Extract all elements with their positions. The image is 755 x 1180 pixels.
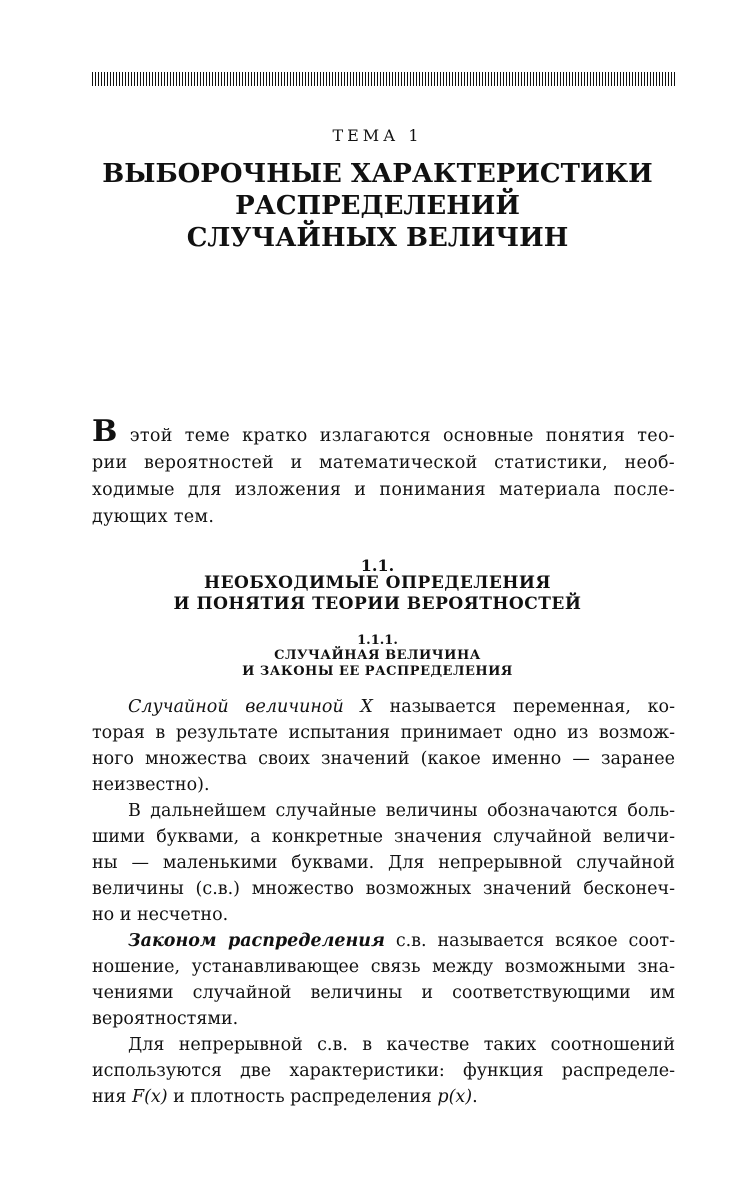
chapter-title-line: ВЫБОРОЧНЫЕ ХАРАКТЕРИСТИКИ xyxy=(102,159,653,189)
intro-paragraph xyxy=(92,414,675,531)
body-line: В дальнейшем случайные величины обозначаются боль- xyxy=(128,801,675,821)
section-title xyxy=(0,573,755,615)
body-line: но и несчетно. xyxy=(92,905,229,925)
chapter-title-line: РАСПРЕДЕЛЕНИЙ xyxy=(235,191,520,221)
section-title-line: НЕОБХОДИМЫЕ ОПРЕДЕЛЕНИЯ xyxy=(204,573,551,593)
subsection-number: 1.1.1. xyxy=(357,633,398,648)
body-line: вероятностями. xyxy=(92,1009,239,1029)
body-line xyxy=(92,1084,675,1110)
term-distribution-law: Законом распределения xyxy=(128,931,385,951)
body-text xyxy=(92,694,675,1110)
section-number: 1.1. xyxy=(360,556,395,575)
chapter-title xyxy=(0,158,755,254)
body-text-run: и плотность распределения xyxy=(167,1087,438,1107)
subsection-title xyxy=(0,648,755,680)
section-title-line: И ПОНЯТИЯ ТЕОРИИ ВЕРОЯТНОСТЕЙ xyxy=(173,594,582,614)
intro-line: ходимые для изложения и понимания материала после- xyxy=(92,480,675,500)
subsection-title-line: И ЗАКОНЫ ЕЕ РАСПРЕДЕЛЕНИЯ xyxy=(242,664,513,679)
term-random-variable: Случайной величиной X xyxy=(128,697,373,717)
body-line: Для непрерывной с.в. в качестве таких соотношений xyxy=(128,1035,675,1055)
body-line: ного множества своих значений (какое именно — заранее xyxy=(92,749,675,769)
body-line: торая в результате испытания принимает одно из возмож- xyxy=(92,723,675,743)
topic-label: ТЕМА 1 xyxy=(332,126,423,145)
decorative-header-rule xyxy=(92,72,675,86)
subsection-title-line: СЛУЧАЙНАЯ ВЕЛИЧИНА xyxy=(274,648,481,663)
body-line: ношение, устанавливающее связь между возможными зна- xyxy=(92,957,675,977)
body-line: чениями случайной величины и соответствующими им xyxy=(92,983,675,1003)
intro-line xyxy=(92,414,675,450)
body-text-run: . xyxy=(472,1087,478,1107)
drop-cap: В xyxy=(92,414,118,449)
body-line xyxy=(92,928,675,954)
body-line: величины (с.в.) множество возможных значений бесконеч- xyxy=(92,879,675,899)
body-text-run: ния xyxy=(92,1087,132,1107)
body-line: используются две характеристики: функция распределе- xyxy=(92,1061,675,1081)
body-line: ны — маленькими буквами. Для непрерывной случайной xyxy=(92,853,675,873)
body-line: шими буквами, а конкретные значения случайной величи- xyxy=(92,827,675,847)
body-text-run: называется переменная, ко- xyxy=(372,697,675,717)
intro-text: этой теме кратко излагаются основные понятия тео- xyxy=(117,426,675,446)
body-line xyxy=(92,694,675,720)
body-line: неизвестно). xyxy=(92,775,210,795)
body-text-run: с.в. называется всякое соот- xyxy=(384,931,675,951)
formula-density-function: p(x) xyxy=(437,1087,473,1107)
chapter-title-line: СЛУЧАЙНЫХ ВЕЛИЧИН xyxy=(186,223,569,253)
intro-line: рии вероятностей и математической статистики, необ- xyxy=(92,453,675,473)
formula-distribution-function: F(x) xyxy=(131,1087,168,1107)
intro-line: дующих тем. xyxy=(92,507,215,527)
